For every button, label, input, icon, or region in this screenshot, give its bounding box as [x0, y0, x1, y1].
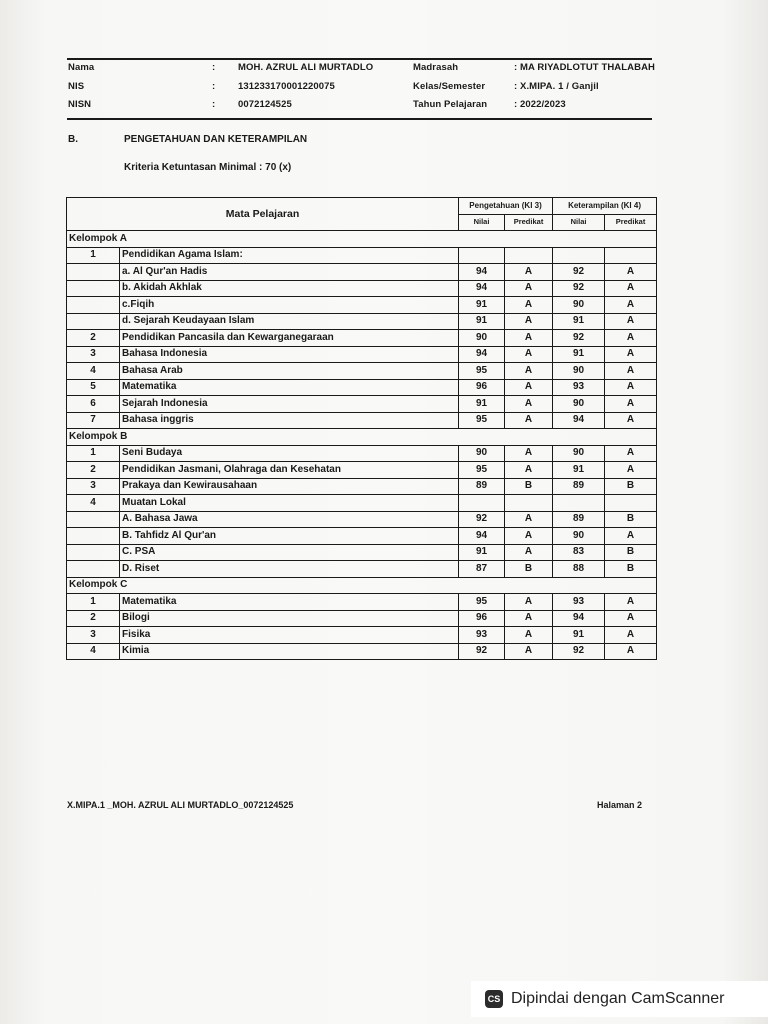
header-nilai-ki4: Nilai	[553, 214, 605, 231]
predikat-ki3	[505, 495, 553, 512]
table-row	[67, 330, 657, 347]
nilai-ki3: 87	[459, 561, 505, 578]
predikat-ki3: A	[505, 528, 553, 545]
subject-name: Fisika	[120, 627, 459, 644]
section-letter: B.	[68, 134, 78, 145]
nilai-ki3	[459, 495, 505, 512]
subject-name: Bilogi	[120, 610, 459, 627]
subject-name: Bahasa inggris	[120, 412, 459, 429]
predikat-ki3: A	[505, 544, 553, 561]
subject-name: Pendidikan Jasmani, Olahraga dan Kesehatan	[120, 462, 459, 479]
nilai-ki3: 91	[459, 313, 505, 330]
header-bottom-rule	[67, 118, 652, 120]
predikat-ki3: A	[505, 610, 553, 627]
subject-name: Prakaya dan Kewirausahaan	[120, 478, 459, 495]
row-number: 2	[67, 462, 120, 479]
predikat-ki3: B	[505, 478, 553, 495]
nilai-ki4: 90	[553, 363, 605, 380]
nilai-ki4: 90	[553, 297, 605, 314]
nilai-ki3: 91	[459, 297, 505, 314]
predikat-ki3: A	[505, 313, 553, 330]
nilai-ki4: 92	[553, 280, 605, 297]
grades-body	[67, 231, 657, 660]
table-row	[67, 396, 657, 413]
nilai-ki4: 93	[553, 594, 605, 611]
row-number	[67, 280, 120, 297]
table-row	[67, 264, 657, 281]
group-name: Kelompok C	[67, 577, 657, 594]
row-number: 5	[67, 379, 120, 396]
table-row	[67, 462, 657, 479]
table-row	[67, 379, 657, 396]
label-nama: Nama	[68, 62, 95, 73]
table-row	[67, 544, 657, 561]
group-row	[67, 231, 657, 248]
nilai-ki4: 93	[553, 379, 605, 396]
subject-name: b. Akidah Akhlak	[120, 280, 459, 297]
nilai-ki4: 83	[553, 544, 605, 561]
nilai-ki3: 96	[459, 379, 505, 396]
section-title: PENGETAHUAN DAN KETERAMPILAN	[124, 134, 308, 145]
value-nama: MOH. AZRUL ALI MURTADLO	[238, 62, 374, 73]
nilai-ki3: 95	[459, 363, 505, 380]
nilai-ki4: 91	[553, 627, 605, 644]
table-row	[67, 445, 657, 462]
row-number	[67, 264, 120, 281]
nilai-ki3: 89	[459, 478, 505, 495]
nilai-ki3: 96	[459, 610, 505, 627]
predikat-ki4: B	[605, 561, 657, 578]
subject-name: c.Fiqih	[120, 297, 459, 314]
label-nisn: NISN	[68, 99, 92, 110]
nilai-ki3: 94	[459, 528, 505, 545]
value-kelas: : X.MIPA. 1 / Ganjil	[514, 81, 599, 92]
predikat-ki4: A	[605, 280, 657, 297]
camscanner-text: Dipindai dengan CamScanner	[511, 990, 725, 1007]
predikat-ki4: A	[605, 330, 657, 347]
table-row	[67, 346, 657, 363]
predikat-ki3: A	[505, 412, 553, 429]
nilai-ki3: 92	[459, 643, 505, 660]
row-number: 3	[67, 627, 120, 644]
table-row	[67, 478, 657, 495]
predikat-ki3: A	[505, 363, 553, 380]
subject-name: Kimia	[120, 643, 459, 660]
header-keterampilan: Keterampilan (KI 4)	[553, 198, 657, 215]
nilai-ki3: 90	[459, 445, 505, 462]
row-number: 1	[67, 594, 120, 611]
predikat-ki4: A	[605, 396, 657, 413]
subject-name: Matematika	[120, 594, 459, 611]
row-number: 1	[67, 247, 120, 264]
predikat-ki3: B	[505, 561, 553, 578]
predikat-ki3: A	[505, 594, 553, 611]
table-row	[67, 247, 657, 264]
nilai-ki3: 95	[459, 412, 505, 429]
nilai-ki4: 92	[553, 264, 605, 281]
predikat-ki4: A	[605, 346, 657, 363]
row-number: 4	[67, 363, 120, 380]
predikat-ki4: B	[605, 478, 657, 495]
group-name: Kelompok B	[67, 429, 657, 446]
subject-name: Pendidikan Pancasila dan Kewarganegaraan	[120, 330, 459, 347]
row-number	[67, 313, 120, 330]
nilai-ki4: 92	[553, 643, 605, 660]
row-number: 4	[67, 495, 120, 512]
nilai-ki3: 94	[459, 280, 505, 297]
nilai-ki4: 89	[553, 478, 605, 495]
predikat-ki4: A	[605, 264, 657, 281]
nilai-ki4: 88	[553, 561, 605, 578]
subject-name: Sejarah Indonesia	[120, 396, 459, 413]
predikat-ki4: A	[605, 462, 657, 479]
predikat-ki4: A	[605, 627, 657, 644]
nilai-ki3: 93	[459, 627, 505, 644]
page-number: Halaman 2	[597, 800, 643, 810]
header-predikat-ki3: Predikat	[505, 214, 553, 231]
group-row	[67, 429, 657, 446]
nilai-ki4: 91	[553, 313, 605, 330]
predikat-ki3: A	[505, 462, 553, 479]
predikat-ki3: A	[505, 396, 553, 413]
row-number: 3	[67, 478, 120, 495]
colon: :	[212, 99, 216, 110]
predikat-ki3: A	[505, 627, 553, 644]
value-tahun: : 2022/2023	[514, 99, 566, 110]
predikat-ki4: A	[605, 363, 657, 380]
nilai-ki4: 91	[553, 462, 605, 479]
subject-name: B. Tahfidz Al Qur'an	[120, 528, 459, 545]
nilai-ki3: 95	[459, 462, 505, 479]
table-row	[67, 313, 657, 330]
value-nisn: 0072124525	[238, 99, 292, 110]
predikat-ki3: A	[505, 379, 553, 396]
header-predikat-ki4: Predikat	[605, 214, 657, 231]
predikat-ki4: A	[605, 445, 657, 462]
predikat-ki4: B	[605, 544, 657, 561]
nilai-ki3: 91	[459, 396, 505, 413]
predikat-ki4: A	[605, 297, 657, 314]
row-number: 3	[67, 346, 120, 363]
label-kelas: Kelas/Semester	[413, 81, 486, 92]
table-row	[67, 280, 657, 297]
predikat-ki3: A	[505, 297, 553, 314]
camscanner-watermark	[471, 981, 768, 1017]
nilai-ki3	[459, 247, 505, 264]
predikat-ki4	[605, 247, 657, 264]
row-number: 7	[67, 412, 120, 429]
nilai-ki3: 90	[459, 330, 505, 347]
predikat-ki4: A	[605, 412, 657, 429]
row-number	[67, 297, 120, 314]
nilai-ki4	[553, 495, 605, 512]
label-nis: NIS	[68, 81, 85, 92]
subject-name: Pendidikan Agama Islam:	[120, 247, 459, 264]
header-mata-pelajaran: Mata Pelajaran	[67, 198, 459, 231]
label-madrasah: Madrasah	[413, 62, 459, 73]
table-row	[67, 297, 657, 314]
table-row	[67, 561, 657, 578]
subject-name: A. Bahasa Jawa	[120, 511, 459, 528]
table-row	[67, 610, 657, 627]
predikat-ki4: A	[605, 528, 657, 545]
predikat-ki4: A	[605, 313, 657, 330]
row-number: 4	[67, 643, 120, 660]
subject-name: d. Sejarah Keudayaan Islam	[120, 313, 459, 330]
table-row	[67, 594, 657, 611]
predikat-ki3	[505, 247, 553, 264]
predikat-ki3: A	[505, 511, 553, 528]
predikat-ki3: A	[505, 330, 553, 347]
label-tahun: Tahun Pelajaran	[413, 99, 488, 110]
subject-name: a. Al Qur'an Hadis	[120, 264, 459, 281]
nilai-ki4: 90	[553, 396, 605, 413]
nilai-ki3: 94	[459, 346, 505, 363]
nilai-ki4: 94	[553, 412, 605, 429]
row-number: 6	[67, 396, 120, 413]
row-number: 1	[67, 445, 120, 462]
predikat-ki3: A	[505, 264, 553, 281]
subject-name: Seni Budaya	[120, 445, 459, 462]
table-row	[67, 528, 657, 545]
camscanner-logo-icon: CS	[485, 990, 503, 1008]
table-row	[67, 627, 657, 644]
group-row	[67, 577, 657, 594]
predikat-ki3: A	[505, 346, 553, 363]
nilai-ki4: 90	[553, 445, 605, 462]
row-number	[67, 511, 120, 528]
row-number: 2	[67, 330, 120, 347]
subject-name: Bahasa Indonesia	[120, 346, 459, 363]
nilai-ki3: 91	[459, 544, 505, 561]
row-number	[67, 544, 120, 561]
predikat-ki4: A	[605, 643, 657, 660]
predikat-ki4	[605, 495, 657, 512]
colon: :	[212, 62, 216, 73]
colon: :	[212, 81, 216, 92]
table-row	[67, 643, 657, 660]
subject-name: Matematika	[120, 379, 459, 396]
value-madrasah: : MA RIYADLOTUT THALABAH	[514, 62, 656, 73]
row-number	[67, 561, 120, 578]
table-row	[67, 511, 657, 528]
nilai-ki4	[553, 247, 605, 264]
subject-name: D. Riset	[120, 561, 459, 578]
table-row	[67, 412, 657, 429]
predikat-ki3: A	[505, 643, 553, 660]
predikat-ki4: B	[605, 511, 657, 528]
value-nis: 131233170001220075	[238, 81, 335, 92]
predikat-ki4: A	[605, 610, 657, 627]
predikat-ki3: A	[505, 445, 553, 462]
nilai-ki4: 89	[553, 511, 605, 528]
row-number	[67, 528, 120, 545]
subject-name: Bahasa Arab	[120, 363, 459, 380]
nilai-ki4: 94	[553, 610, 605, 627]
header-nilai-ki3: Nilai	[459, 214, 505, 231]
nilai-ki4: 92	[553, 330, 605, 347]
predikat-ki3: A	[505, 280, 553, 297]
header-top-rule	[67, 58, 652, 60]
nilai-ki4: 90	[553, 528, 605, 545]
row-number: 2	[67, 610, 120, 627]
kkm-text: Kriteria Ketuntasan Minimal : 70 (x)	[124, 162, 292, 173]
nilai-ki3: 92	[459, 511, 505, 528]
footer-identifier: X.MIPA.1 _MOH. AZRUL ALI MURTADLO_0072124525	[67, 800, 294, 810]
predikat-ki4: A	[605, 594, 657, 611]
nilai-ki4: 91	[553, 346, 605, 363]
predikat-ki4: A	[605, 379, 657, 396]
table-row	[67, 363, 657, 380]
header-pengetahuan: Pengetahuan (KI 3)	[459, 198, 553, 215]
table-row	[67, 495, 657, 512]
grades-table	[66, 197, 657, 660]
subject-name: C. PSA	[120, 544, 459, 561]
nilai-ki3: 94	[459, 264, 505, 281]
subject-name: Muatan Lokal	[120, 495, 459, 512]
group-name: Kelompok A	[67, 231, 657, 248]
nilai-ki3: 95	[459, 594, 505, 611]
